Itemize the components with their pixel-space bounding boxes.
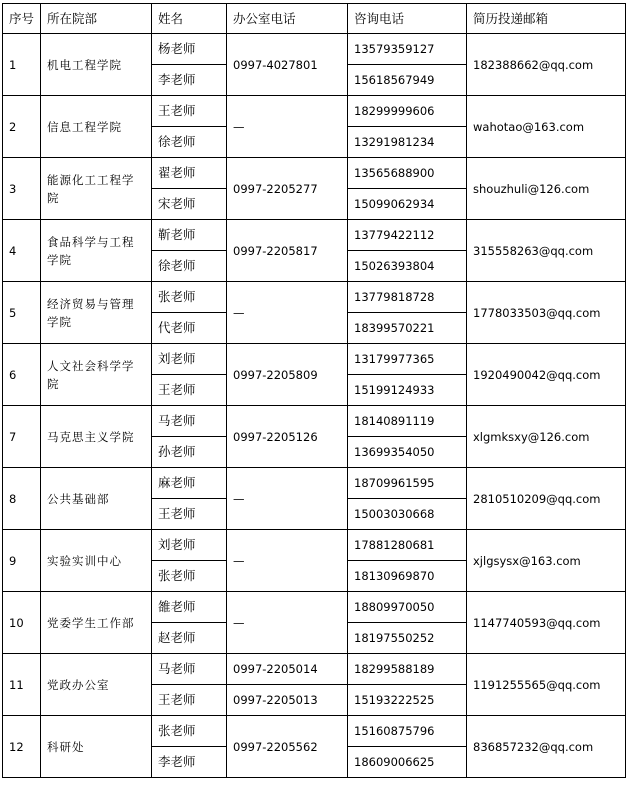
table-row xyxy=(3,96,626,127)
header-no: 序号 xyxy=(3,4,41,34)
email: 2810510209@qq.com xyxy=(467,468,626,530)
row-number: 6 xyxy=(3,344,41,406)
consult-phone: 15160875796 xyxy=(348,716,467,747)
email: wahotao@163.com xyxy=(467,96,626,158)
table-row xyxy=(3,282,626,313)
contact-name: 赵老师 xyxy=(152,623,227,654)
contact-name: 刘老师 xyxy=(152,530,227,561)
office-phone: 0997-2205013 xyxy=(227,685,348,716)
email: 315558263@qq.com xyxy=(467,220,626,282)
contact-name: 宋老师 xyxy=(152,189,227,220)
consult-phone: 13779422112 xyxy=(348,220,467,251)
contact-name: 张老师 xyxy=(152,561,227,592)
department: 科研处 xyxy=(41,716,152,778)
office-phone: 0997-2205277 xyxy=(227,158,348,220)
row-number: 11 xyxy=(3,654,41,716)
department: 机电工程学院 xyxy=(41,34,152,96)
row-number: 2 xyxy=(3,96,41,158)
consult-phone: 18399570221 xyxy=(348,313,467,344)
office-phone: 0997-2205126 xyxy=(227,406,348,468)
consult-phone: 15026393804 xyxy=(348,251,467,282)
table-row xyxy=(3,468,626,499)
email: 1191255565@qq.com xyxy=(467,654,626,716)
header-consult-phone: 咨询电话 xyxy=(348,4,467,34)
department: 信息工程学院 xyxy=(41,96,152,158)
contact-name: 徐老师 xyxy=(152,127,227,158)
contact-name: 李老师 xyxy=(152,747,227,778)
table-row xyxy=(3,220,626,251)
contact-name: 王老师 xyxy=(152,499,227,530)
office-phone: 0997-4027801 xyxy=(227,34,348,96)
contact-name: 张老师 xyxy=(152,282,227,313)
email: 1778033503@qq.com xyxy=(467,282,626,344)
table-row xyxy=(3,654,626,685)
department: 经济贸易与管理学院 xyxy=(41,282,152,344)
department: 党政办公室 xyxy=(41,654,152,716)
table-row xyxy=(3,716,626,747)
email: xlgmksxy@126.com xyxy=(467,406,626,468)
contact-name: 雒老师 xyxy=(152,592,227,623)
table-row xyxy=(3,406,626,437)
header-name: 姓名 xyxy=(152,4,227,34)
table-row xyxy=(3,592,626,623)
table-row xyxy=(3,34,626,65)
office-phone: — xyxy=(227,530,348,592)
department: 实验实训中心 xyxy=(41,530,152,592)
office-phone: 0997-2205562 xyxy=(227,716,348,778)
email: 836857232@qq.com xyxy=(467,716,626,778)
row-number: 7 xyxy=(3,406,41,468)
contact-name: 刘老师 xyxy=(152,344,227,375)
email: 1147740593@qq.com xyxy=(467,592,626,654)
email: shouzhuli@126.com xyxy=(467,158,626,220)
table-row xyxy=(3,158,626,189)
table-body xyxy=(3,34,626,778)
contact-name: 王老师 xyxy=(152,375,227,406)
contact-name: 王老师 xyxy=(152,685,227,716)
header-office-phone: 办公室电话 xyxy=(227,4,348,34)
consult-phone: 13565688900 xyxy=(348,158,467,189)
contact-name: 杨老师 xyxy=(152,34,227,65)
contact-name: 马老师 xyxy=(152,406,227,437)
contact-name: 翟老师 xyxy=(152,158,227,189)
contact-name: 孙老师 xyxy=(152,437,227,468)
row-number: 9 xyxy=(3,530,41,592)
contact-table xyxy=(2,3,626,778)
department: 马克思主义学院 xyxy=(41,406,152,468)
department: 人文社会科学学院 xyxy=(41,344,152,406)
consult-phone: 18197550252 xyxy=(348,623,467,654)
consult-phone: 13179977365 xyxy=(348,344,467,375)
consult-phone: 15099062934 xyxy=(348,189,467,220)
contact-name: 徐老师 xyxy=(152,251,227,282)
table-row xyxy=(3,344,626,375)
office-phone: — xyxy=(227,468,348,530)
department: 党委学生工作部 xyxy=(41,592,152,654)
consult-phone: 15199124933 xyxy=(348,375,467,406)
row-number: 8 xyxy=(3,468,41,530)
contact-name: 麻老师 xyxy=(152,468,227,499)
consult-phone: 15003030668 xyxy=(348,499,467,530)
contact-name: 张老师 xyxy=(152,716,227,747)
email: 1920490042@qq.com xyxy=(467,344,626,406)
department: 能源化工工程学院 xyxy=(41,158,152,220)
consult-phone: 13579359127 xyxy=(348,34,467,65)
office-phone: — xyxy=(227,592,348,654)
row-number: 1 xyxy=(3,34,41,96)
office-phone: 0997-2205817 xyxy=(227,220,348,282)
consult-phone: 18299588189 xyxy=(348,654,467,685)
office-phone: 0997-2205809 xyxy=(227,344,348,406)
consult-phone: 18299999606 xyxy=(348,96,467,127)
consult-phone: 18609006625 xyxy=(348,747,467,778)
office-phone: — xyxy=(227,96,348,158)
row-number: 3 xyxy=(3,158,41,220)
contact-name: 马老师 xyxy=(152,654,227,685)
header-dept: 所在院部 xyxy=(41,4,152,34)
consult-phone: 13699354050 xyxy=(348,437,467,468)
header-email: 简历投递邮箱 xyxy=(467,4,626,34)
contact-name: 靳老师 xyxy=(152,220,227,251)
department: 食品科学与工程学院 xyxy=(41,220,152,282)
row-number: 10 xyxy=(3,592,41,654)
row-number: 12 xyxy=(3,716,41,778)
consult-phone: 13291981234 xyxy=(348,127,467,158)
email: 182388662@qq.com xyxy=(467,34,626,96)
row-number: 5 xyxy=(3,282,41,344)
office-phone: — xyxy=(227,282,348,344)
office-phone: 0997-2205014 xyxy=(227,654,348,685)
consult-phone: 18140891119 xyxy=(348,406,467,437)
email: xjlgsysx@163.com xyxy=(467,530,626,592)
contact-name: 王老师 xyxy=(152,96,227,127)
contact-name: 代老师 xyxy=(152,313,227,344)
contact-name: 李老师 xyxy=(152,65,227,96)
consult-phone: 17881280681 xyxy=(348,530,467,561)
consult-phone: 18130969870 xyxy=(348,561,467,592)
department: 公共基础部 xyxy=(41,468,152,530)
consult-phone: 18809970050 xyxy=(348,592,467,623)
consult-phone: 15193222525 xyxy=(348,685,467,716)
row-number: 4 xyxy=(3,220,41,282)
consult-phone: 18709961595 xyxy=(348,468,467,499)
consult-phone: 13779818728 xyxy=(348,282,467,313)
consult-phone: 15618567949 xyxy=(348,65,467,96)
table-row xyxy=(3,530,626,561)
header-row xyxy=(3,4,626,34)
